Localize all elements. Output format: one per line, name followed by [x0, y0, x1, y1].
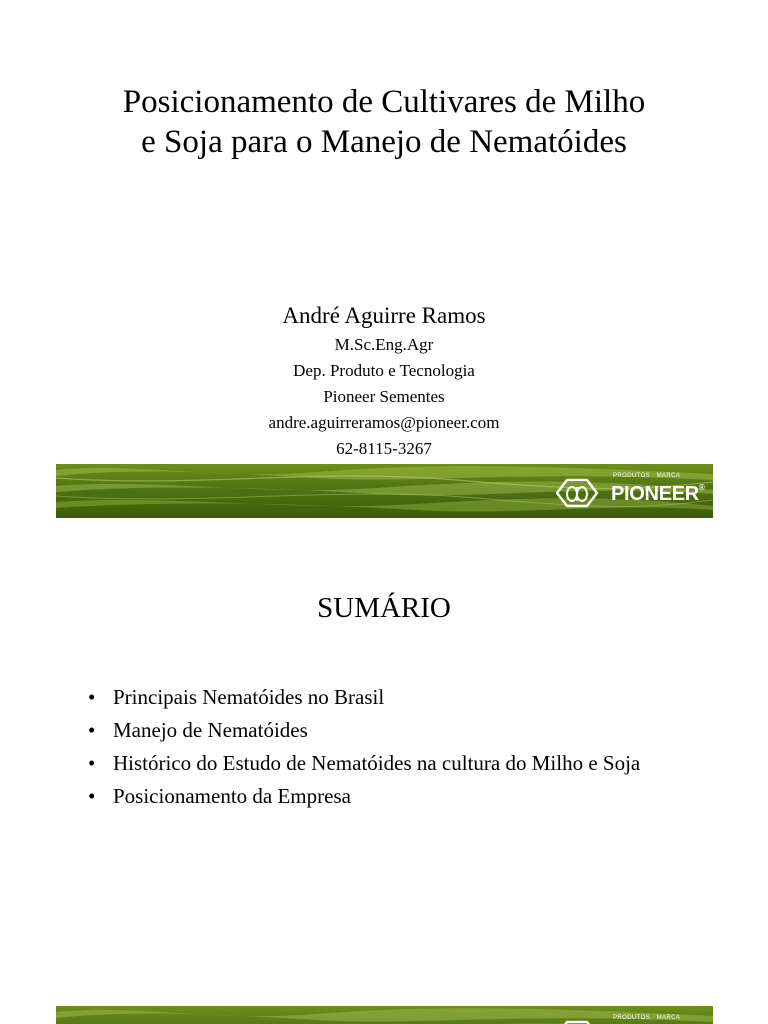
- author-name: André Aguirre Ramos: [282, 303, 486, 328]
- list-item-text: Principais Nematóides no Brasil: [113, 685, 385, 709]
- list-item: [88, 684, 668, 711]
- logo-tagline: PRODUTOS · MARCA: [613, 473, 681, 479]
- slide-title-line: e Soja para o Manejo de Nematóides: [141, 124, 627, 160]
- pioneer-logo: [551, 473, 705, 511]
- summary-list: [88, 684, 668, 816]
- author-block: [0, 300, 768, 462]
- author-department: Dep. Produto e Tecnologia: [293, 361, 475, 380]
- pioneer-logo: [551, 1015, 699, 1024]
- logo-trademark: ®: [698, 483, 705, 492]
- list-item-text: Posicionamento da Empresa: [113, 784, 351, 808]
- author-email: andre.aguirreramos@pioneer.com: [268, 413, 500, 432]
- author-phone: 62-8115-3267: [336, 439, 432, 458]
- list-item-text: Manejo de Nematóides: [113, 718, 308, 742]
- bullet-icon: •: [88, 784, 96, 808]
- list-item: [88, 783, 668, 810]
- section-heading: SUMÁRIO: [317, 592, 451, 624]
- list-item-text: Histórico do Estudo de Nematóides na cultura do Milho e Soja: [113, 751, 641, 775]
- author-company: Pioneer Sementes: [323, 387, 445, 406]
- green-banner-bottom: [56, 1006, 713, 1024]
- list-item: [88, 717, 668, 744]
- bullet-icon: •: [88, 685, 96, 709]
- bullet-icon: •: [88, 718, 96, 742]
- pioneer-logo-icon: [551, 477, 603, 509]
- pioneer-logo-icon: [551, 1019, 603, 1024]
- slide-title-line: Posicionamento de Cultivares de Milho: [122, 84, 646, 120]
- author-degree: M.Sc.Eng.Agr: [334, 335, 434, 354]
- slide-title: [40, 82, 728, 162]
- bullet-icon: •: [88, 751, 96, 775]
- logo-tagline: PRODUTOS · MARCA: [613, 1015, 681, 1021]
- logo-wordmark-text: PIONEER: [611, 483, 699, 505]
- list-item: [88, 750, 668, 777]
- green-banner: [56, 464, 713, 518]
- logo-wordmark: [611, 483, 705, 506]
